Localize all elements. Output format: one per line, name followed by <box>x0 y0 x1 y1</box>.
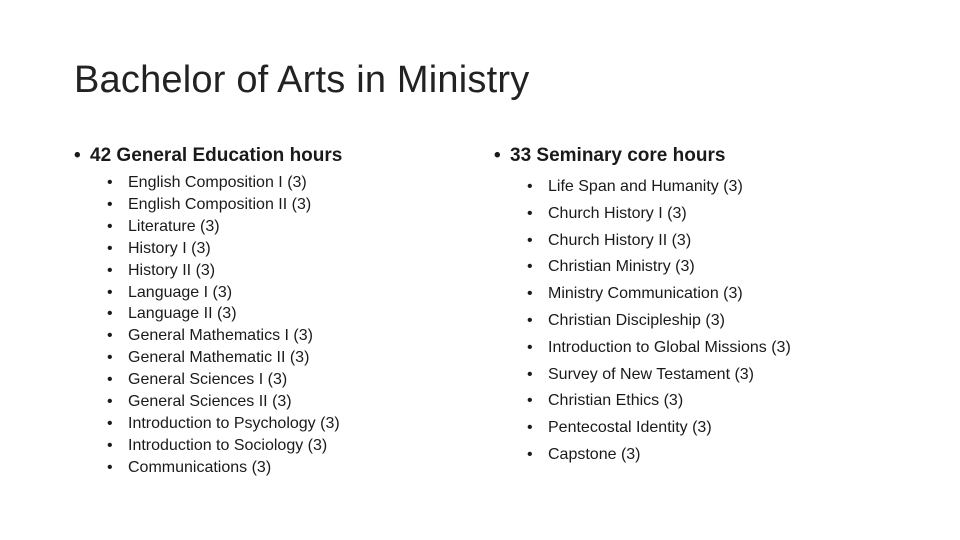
bullet-icon: • <box>527 258 533 276</box>
list-item <box>527 281 791 308</box>
list-item <box>107 172 342 194</box>
bullet-icon: • <box>527 231 533 249</box>
list-item <box>527 254 791 281</box>
general-education-list <box>107 172 342 479</box>
bullet-icon: • <box>107 349 113 367</box>
bullet-icon: • <box>107 414 113 432</box>
bullet-icon: • <box>107 327 113 345</box>
list-item <box>527 335 791 362</box>
bullet-icon: • <box>107 458 113 476</box>
list-item <box>107 457 342 479</box>
bullet-icon: • <box>527 392 533 410</box>
list-item <box>107 260 342 282</box>
bullet-icon: • <box>527 178 533 195</box>
list-item <box>527 174 791 201</box>
list-item-label: English Composition II (3) <box>128 195 312 213</box>
list-item <box>107 194 342 216</box>
list-item-label: Christian Ministry (3) <box>548 258 695 276</box>
list-item-label: Church History I (3) <box>548 204 687 222</box>
list-item <box>107 347 342 369</box>
bullet-icon: • <box>107 195 113 213</box>
seminary-core-list <box>527 174 791 469</box>
bullet-icon: • <box>107 371 113 389</box>
list-item <box>527 308 791 335</box>
bullet-icon: • <box>107 217 113 235</box>
list-item <box>527 201 791 228</box>
list-item-label: Life Span and Humanity (3) <box>548 178 743 195</box>
list-item-label: Language I (3) <box>128 283 233 301</box>
list-item <box>107 391 342 413</box>
list-item <box>527 388 791 415</box>
list-item <box>107 325 342 347</box>
bullet-icon: • <box>494 145 501 166</box>
list-item-label: Language II (3) <box>128 305 237 323</box>
list-item-label: General Sciences II (3) <box>128 393 292 411</box>
general-education-column <box>74 144 342 479</box>
bullet-icon: • <box>107 239 113 257</box>
bullet-icon: • <box>74 145 81 166</box>
list-item-label: Communications (3) <box>128 458 272 476</box>
list-item-label: Introduction to Psychology (3) <box>128 414 340 432</box>
bullet-icon: • <box>107 305 113 323</box>
list-item <box>107 216 342 238</box>
bullet-icon: • <box>527 204 533 222</box>
list-item-label: Survey of New Testament (3) <box>548 365 755 383</box>
bullet-icon: • <box>107 174 113 191</box>
list-item <box>107 413 342 435</box>
slide-title: Bachelor of Arts in Ministry <box>74 59 530 101</box>
list-item <box>527 228 791 255</box>
list-item-label: History I (3) <box>128 239 211 257</box>
list-item-label: Ministry Communication (3) <box>548 285 743 303</box>
bullet-icon: • <box>527 338 533 356</box>
seminary-core-column <box>494 144 791 469</box>
general-education-heading-row <box>74 144 342 168</box>
list-item-label: Literature (3) <box>128 217 220 235</box>
bullet-icon: • <box>527 365 533 383</box>
bullet-icon: • <box>107 436 113 454</box>
list-item-label: Capstone (3) <box>548 445 641 463</box>
bullet-icon: • <box>527 285 533 303</box>
list-item-label: Pentecostal Identity (3) <box>548 419 712 437</box>
list-item-label: History II (3) <box>128 261 216 279</box>
bullet-icon: • <box>527 445 533 463</box>
bullet-icon: • <box>107 393 113 411</box>
list-item <box>107 238 342 260</box>
list-item <box>107 369 342 391</box>
list-item-label: General Mathematics I (3) <box>128 327 313 345</box>
list-item <box>527 442 791 469</box>
bullet-icon: • <box>527 311 533 329</box>
list-item-label: Church History II (3) <box>548 231 692 249</box>
list-item <box>107 303 342 325</box>
list-item <box>107 282 342 304</box>
list-item-label: General Mathematic II (3) <box>128 349 310 367</box>
list-item <box>527 362 791 389</box>
list-item <box>527 415 791 442</box>
list-item-label: Christian Ethics (3) <box>548 392 684 410</box>
list-item-label: English Composition I (3) <box>128 174 307 191</box>
list-item-label: General Sciences I (3) <box>128 371 288 389</box>
seminary-core-heading-row <box>494 144 791 168</box>
list-item <box>107 435 342 457</box>
bullet-icon: • <box>107 283 113 301</box>
bullet-icon: • <box>527 419 533 437</box>
list-item-label: Christian Discipleship (3) <box>548 311 725 329</box>
general-education-heading: 42 General Education hours <box>90 145 343 166</box>
list-item-label: Introduction to Global Missions (3) <box>548 338 791 356</box>
seminary-core-heading: 33 Seminary core hours <box>510 145 726 166</box>
list-item-label: Introduction to Sociology (3) <box>128 436 328 454</box>
bullet-icon: • <box>107 261 113 279</box>
